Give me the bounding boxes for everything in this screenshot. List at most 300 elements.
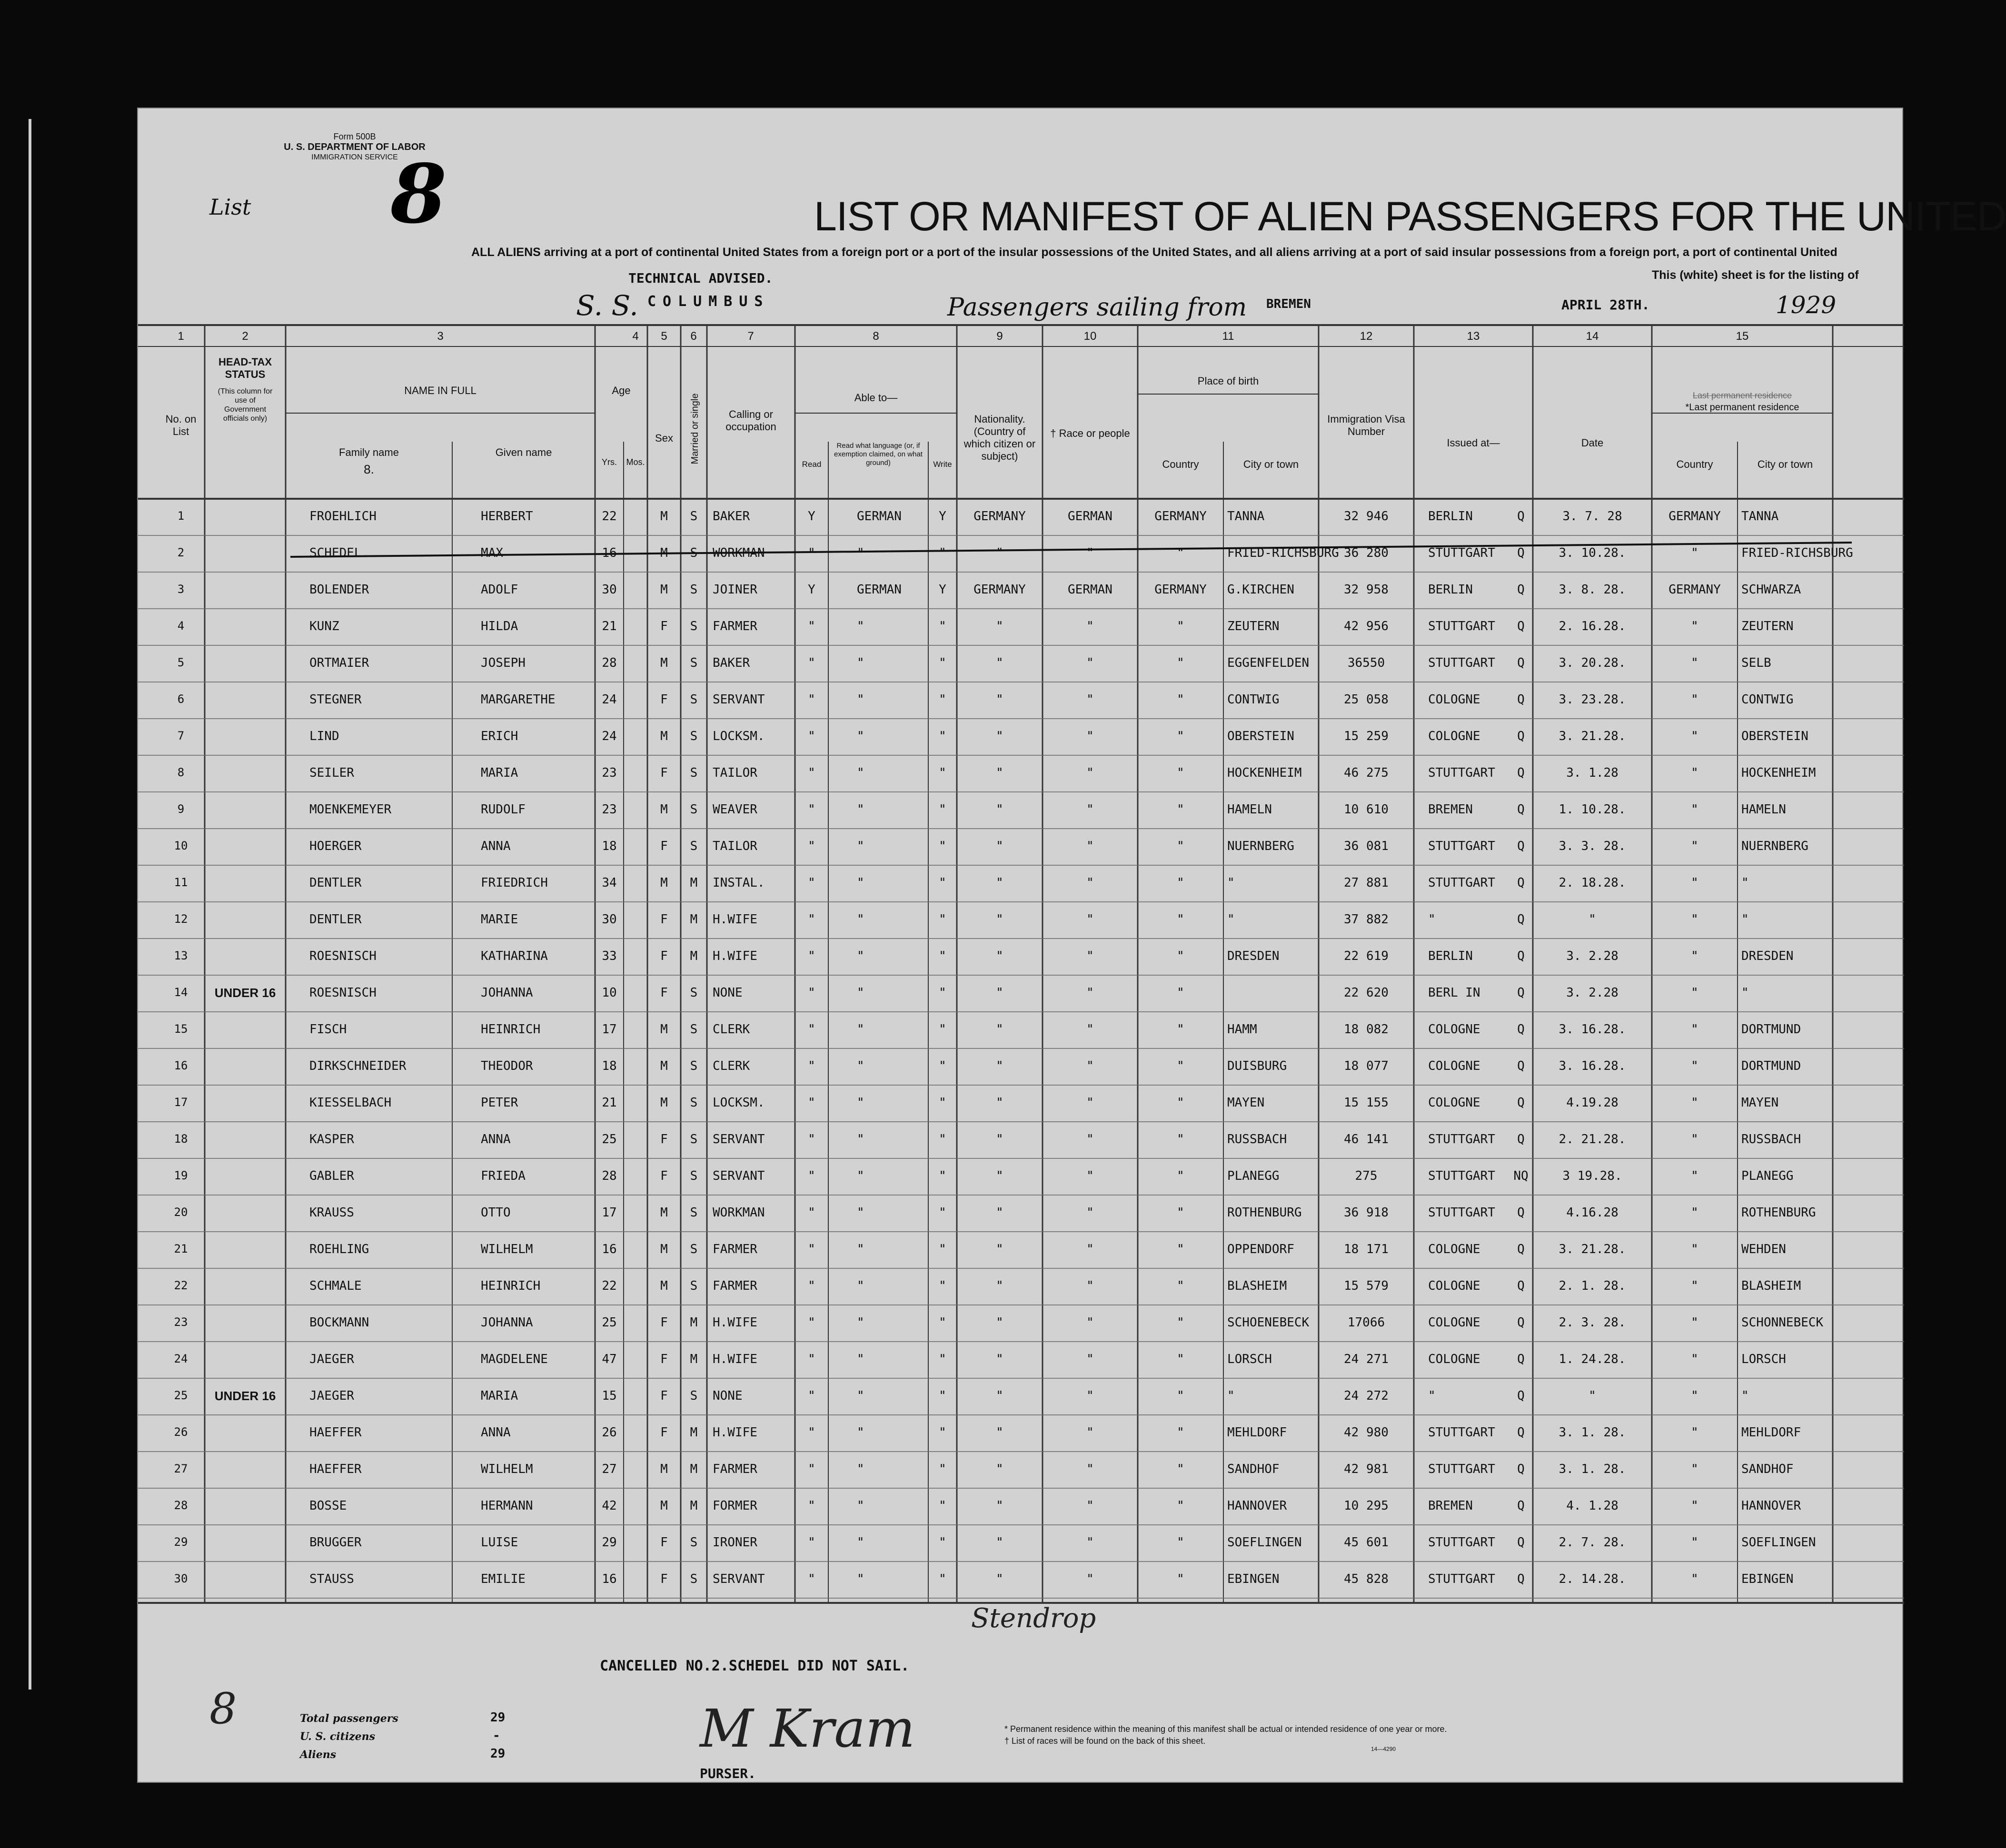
cell-ms: S bbox=[690, 1022, 698, 1037]
cell-nat: " bbox=[996, 912, 1003, 927]
cell-sex: F bbox=[660, 949, 668, 963]
cell-bcountry: " bbox=[1177, 1425, 1184, 1440]
table-row bbox=[138, 865, 1904, 902]
cell-family: KRAUSS bbox=[309, 1206, 354, 1220]
cell-date: 3. 16.28. bbox=[1559, 1059, 1626, 1073]
cell-sex: M bbox=[660, 729, 668, 743]
header-no-on-list: No. on List bbox=[165, 413, 197, 437]
cell-rcity: TANNA bbox=[1741, 509, 1779, 524]
cell-rcountry: " bbox=[1691, 1206, 1698, 1220]
header-age: Age bbox=[612, 385, 631, 396]
cell-sex: M bbox=[660, 1059, 668, 1073]
table-row bbox=[138, 1195, 1904, 1232]
cell-rcity: SOEFLINGEN bbox=[1741, 1535, 1816, 1550]
cell-no: 14 bbox=[174, 986, 188, 999]
cell-date: 2. 21.28. bbox=[1559, 1132, 1626, 1146]
cell-occ: TAILOR bbox=[713, 766, 757, 780]
cell-given: EMILIE bbox=[481, 1572, 526, 1586]
cell-ms: S bbox=[690, 1206, 698, 1220]
cell-write: " bbox=[939, 1352, 946, 1366]
cell-given: MARGARETHE bbox=[481, 692, 556, 707]
cell-read: " bbox=[808, 876, 815, 890]
cell-ms: M bbox=[690, 1315, 698, 1330]
aliens-label: Aliens bbox=[300, 1749, 337, 1761]
cell-ms: S bbox=[690, 546, 698, 560]
cell-race: " bbox=[1086, 1499, 1094, 1513]
cell-bcountry: " bbox=[1177, 1389, 1184, 1403]
cell-race: " bbox=[1086, 839, 1094, 853]
cell-age: 33 bbox=[602, 949, 617, 963]
cell-family: ROESNISCH bbox=[309, 949, 377, 963]
header-age-months: Mos. bbox=[626, 457, 645, 467]
cell-bcity: MAYEN bbox=[1227, 1096, 1265, 1110]
table-row bbox=[138, 499, 1904, 535]
table-row bbox=[138, 572, 1904, 609]
table-row bbox=[138, 1342, 1904, 1378]
us-citizens-value: - bbox=[493, 1729, 500, 1743]
cell-given: MAX bbox=[481, 546, 503, 560]
cell-date: 3. 1. 28. bbox=[1559, 1425, 1626, 1440]
cell-given: FRIEDA bbox=[481, 1169, 526, 1183]
cell-lang: " bbox=[857, 986, 864, 1000]
column-number-12: 12 bbox=[1360, 330, 1373, 343]
cell-lang: " bbox=[857, 1315, 864, 1330]
cell-visa: 36550 bbox=[1347, 656, 1385, 670]
cell-bcity: DRESDEN bbox=[1227, 949, 1280, 963]
cell-q: Q bbox=[1517, 1059, 1525, 1073]
cell-read: " bbox=[808, 656, 815, 670]
cell-age: 30 bbox=[602, 583, 617, 597]
cell-read: " bbox=[808, 1425, 815, 1440]
cell-race: " bbox=[1086, 949, 1094, 963]
cell-bcity: HAMELN bbox=[1227, 802, 1272, 817]
adjacent-page-edge bbox=[0, 119, 31, 1690]
cell-family: DIRKSCHNEIDER bbox=[309, 1059, 407, 1073]
cell-age: 16 bbox=[602, 1572, 617, 1586]
cell-rcity: ROTHENBURG bbox=[1741, 1206, 1816, 1220]
cell-bcity: " bbox=[1227, 876, 1235, 890]
cell-nat: GERMANY bbox=[973, 509, 1026, 524]
table-row bbox=[138, 1122, 1904, 1158]
cell-rcity: SANDHOF bbox=[1741, 1462, 1794, 1476]
cell-bcountry: " bbox=[1177, 766, 1184, 780]
print-code: 14—4290 bbox=[1371, 1746, 1396, 1752]
cell-visa: 275 bbox=[1355, 1169, 1378, 1183]
cell-family: KASPER bbox=[309, 1132, 354, 1146]
cell-write: " bbox=[939, 1389, 946, 1403]
cell-rcountry: " bbox=[1691, 766, 1698, 780]
cell-lang: " bbox=[857, 1389, 864, 1403]
cell-ms: S bbox=[690, 729, 698, 743]
cell-write: " bbox=[939, 949, 946, 963]
cell-age: 29 bbox=[602, 1535, 617, 1550]
cell-bcity: EGGENFELDEN bbox=[1227, 656, 1310, 670]
header-nationality: Nationality. (Country of which citizen or subject) bbox=[963, 413, 1036, 462]
cell-issued: STUTTGART bbox=[1428, 546, 1495, 560]
cell-write: " bbox=[939, 1535, 946, 1550]
cell-date: 4.16.28 bbox=[1566, 1206, 1619, 1220]
cell-read: " bbox=[808, 1096, 815, 1110]
cell-write: " bbox=[939, 1462, 946, 1476]
column-number-11: 11 bbox=[1222, 330, 1234, 343]
cell-ms: M bbox=[690, 949, 698, 963]
cell-rcity: SCHONNEBECK bbox=[1741, 1315, 1824, 1330]
cell-rcity: HOCKENHEIM bbox=[1741, 766, 1816, 780]
manifest-title: LIST OR MANIFEST OF ALIEN PASSENGERS FOR THE UNITED bbox=[814, 194, 2006, 239]
cell-bcity: SOEFLINGEN bbox=[1227, 1535, 1302, 1550]
manifest-sheet bbox=[137, 108, 2006, 1783]
table-row bbox=[138, 975, 1904, 1012]
cell-q: Q bbox=[1517, 729, 1525, 743]
port-name: BREMEN bbox=[1266, 297, 1311, 311]
cell-family: SCHEDEL bbox=[309, 546, 362, 560]
cell-write: " bbox=[939, 692, 946, 707]
cell-nat: " bbox=[996, 986, 1003, 1000]
cell-bcountry: " bbox=[1177, 1352, 1184, 1366]
cell-visa: 17066 bbox=[1347, 1315, 1385, 1330]
cell-bcity: HOCKENHEIM bbox=[1227, 766, 1302, 780]
cell-family: DENTLER bbox=[309, 912, 362, 927]
cell-visa: 22 619 bbox=[1344, 949, 1389, 963]
cell-lang: " bbox=[857, 766, 864, 780]
cell-age: 16 bbox=[602, 546, 617, 560]
header-family-name-sub: 8. bbox=[364, 462, 374, 476]
cell-given: JOHANNA bbox=[481, 1315, 533, 1330]
header-write: Write bbox=[933, 460, 952, 469]
cell-nat: " bbox=[996, 619, 1003, 633]
cell-rcountry: " bbox=[1691, 1535, 1698, 1550]
cell-age: 23 bbox=[602, 766, 617, 780]
cell-family: KUNZ bbox=[309, 619, 339, 633]
cell-given: HERBERT bbox=[481, 509, 533, 524]
cell-no: 21 bbox=[174, 1242, 188, 1255]
cell-read: " bbox=[808, 1206, 815, 1220]
cell-q: Q bbox=[1517, 1535, 1525, 1550]
cell-rcity: DORTMUND bbox=[1741, 1022, 1801, 1037]
cell-bcity: MEHLDORF bbox=[1227, 1425, 1287, 1440]
cell-q: NQ bbox=[1513, 1169, 1529, 1183]
header-last-residence: *Last permanent residence bbox=[1685, 402, 1799, 413]
header-visa-number: Immigration Visa Number bbox=[1327, 413, 1405, 437]
cell-write: " bbox=[939, 546, 946, 560]
cell-q: Q bbox=[1517, 1315, 1525, 1330]
cell-no: 6 bbox=[177, 692, 185, 706]
cell-visa: 42 956 bbox=[1344, 619, 1389, 633]
cell-bcity: OPPENDORF bbox=[1227, 1242, 1294, 1256]
cell-visa: 24 271 bbox=[1344, 1352, 1389, 1366]
list-label: List bbox=[209, 194, 251, 220]
table-row bbox=[138, 902, 1904, 939]
cell-issued: STUTTGART bbox=[1428, 839, 1495, 853]
cell-rcountry: " bbox=[1691, 692, 1698, 707]
cell-date: 3. 21.28. bbox=[1559, 1242, 1626, 1256]
cell-race: GERMAN bbox=[1068, 583, 1112, 597]
cell-no: 10 bbox=[174, 839, 188, 852]
cell-lang: " bbox=[857, 1022, 864, 1037]
cell-visa: 18 077 bbox=[1344, 1059, 1389, 1073]
cell-date: 2. 1. 28. bbox=[1559, 1279, 1626, 1293]
cell-rcountry: " bbox=[1691, 1315, 1698, 1330]
cell-q: Q bbox=[1517, 1499, 1525, 1513]
cell-lang: " bbox=[857, 1206, 864, 1220]
cell-sex: M bbox=[660, 1242, 668, 1256]
cell-ms: S bbox=[690, 583, 698, 597]
cell-rcountry: " bbox=[1691, 876, 1698, 890]
cell-read: " bbox=[808, 1059, 815, 1073]
cell-occ: FARMER bbox=[713, 619, 757, 633]
technical-note: TECHNICAL ADVISED. bbox=[628, 270, 773, 286]
cell-no: 26 bbox=[174, 1425, 188, 1439]
cell-visa: 36 918 bbox=[1344, 1206, 1389, 1220]
cell-date: 2. 18.28. bbox=[1559, 876, 1626, 890]
ss-label: S. S. bbox=[576, 289, 638, 322]
cell-ms: S bbox=[690, 1572, 698, 1586]
cell-visa: 46 141 bbox=[1344, 1132, 1389, 1146]
cell-no: 7 bbox=[177, 729, 185, 742]
cell-date: 2. 16.28. bbox=[1559, 619, 1626, 633]
cell-rcountry: " bbox=[1691, 1499, 1698, 1513]
cell-rcountry: " bbox=[1691, 729, 1698, 743]
cell-date: 3. 16.28. bbox=[1559, 1022, 1626, 1037]
cell-occ: FARMER bbox=[713, 1279, 757, 1293]
cell-q: Q bbox=[1517, 546, 1525, 560]
cell-race: GERMAN bbox=[1068, 509, 1112, 524]
cell-rcountry: " bbox=[1691, 802, 1698, 817]
cell-family: ROEHLING bbox=[309, 1242, 369, 1256]
cell-age: 28 bbox=[602, 656, 617, 670]
cell-nat: " bbox=[996, 1535, 1003, 1550]
cell-read: " bbox=[808, 729, 815, 743]
cell-bcountry: " bbox=[1177, 1242, 1184, 1256]
cell-issued: STUTTGART bbox=[1428, 1132, 1495, 1146]
cell-age: 17 bbox=[602, 1206, 617, 1220]
header-name-in-full: NAME IN FULL bbox=[404, 385, 477, 396]
cell-bcountry: " bbox=[1177, 692, 1184, 707]
cell-occ: BAKER bbox=[713, 656, 750, 670]
cell-rcountry: " bbox=[1691, 1425, 1698, 1440]
cell-race: " bbox=[1086, 1206, 1094, 1220]
column-number-6: 6 bbox=[690, 330, 697, 343]
cell-occ: WORKMAN bbox=[713, 546, 765, 560]
header-birth-city: City or town bbox=[1243, 458, 1299, 470]
cell-sex: F bbox=[660, 1132, 668, 1146]
manifest-subtitle-2: This (white) sheet is for the listing of bbox=[1652, 268, 1859, 282]
cell-write: " bbox=[939, 1022, 946, 1037]
cell-age: 21 bbox=[602, 619, 617, 633]
header-sex: Sex bbox=[655, 432, 673, 444]
cell-race: " bbox=[1086, 1389, 1094, 1403]
cell-race: " bbox=[1086, 1169, 1094, 1183]
cell-rcity: SCHWARZA bbox=[1741, 583, 1801, 597]
cell-sex: M bbox=[660, 546, 668, 560]
cell-visa: 15 259 bbox=[1344, 729, 1389, 743]
cell-date: 3. 3. 28. bbox=[1559, 839, 1626, 853]
cell-nat: " bbox=[996, 766, 1003, 780]
cell-issued: COLOGNE bbox=[1428, 1022, 1480, 1037]
table-row bbox=[138, 1158, 1904, 1195]
cell-family: JAEGER bbox=[309, 1389, 354, 1403]
cell-rcountry: " bbox=[1691, 912, 1698, 927]
cell-bcity: RUSSBACH bbox=[1227, 1132, 1287, 1146]
cell-ms: S bbox=[690, 1279, 698, 1293]
cell-given: HEINRICH bbox=[481, 1022, 541, 1037]
cell-rcountry: " bbox=[1691, 1022, 1698, 1037]
cell-lang: GERMAN bbox=[857, 583, 902, 597]
cell-q: Q bbox=[1517, 876, 1525, 890]
cell-visa: 27 881 bbox=[1344, 876, 1389, 890]
header-residence-country: Country bbox=[1676, 458, 1713, 470]
cell-nat: " bbox=[996, 1132, 1003, 1146]
cell-nat: " bbox=[996, 692, 1003, 707]
cell-age: 26 bbox=[602, 1425, 617, 1440]
cell-no: 4 bbox=[177, 619, 185, 632]
table-row bbox=[138, 1561, 1904, 1598]
table-row bbox=[138, 719, 1904, 755]
cell-issued: STUTTGART bbox=[1428, 1206, 1495, 1220]
purser-label: PURSER. bbox=[700, 1766, 756, 1781]
cell-tax: UNDER 16 bbox=[214, 1389, 276, 1403]
cell-ms: S bbox=[690, 656, 698, 670]
header-given-name: Given name bbox=[495, 446, 552, 458]
cell-write: " bbox=[939, 1169, 946, 1183]
cell-issued: COLOGNE bbox=[1428, 729, 1480, 743]
cell-bcountry: " bbox=[1177, 1022, 1184, 1037]
form-number: Form 500B U. S. DEPARTMENT OF LABOR IMMIGRATION SERVICE bbox=[284, 132, 426, 161]
cell-age: 47 bbox=[602, 1352, 617, 1366]
cell-write: " bbox=[939, 1242, 946, 1256]
cell-race: " bbox=[1086, 656, 1094, 670]
cell-bcountry: " bbox=[1177, 1535, 1184, 1550]
cell-date: 3. 23.28. bbox=[1559, 692, 1626, 707]
cell-bcountry: " bbox=[1177, 839, 1184, 853]
cell-no: 8 bbox=[177, 766, 185, 779]
cell-given: JOSEPH bbox=[481, 656, 526, 670]
cell-bcountry: " bbox=[1177, 729, 1184, 743]
cell-issued: STUTTGART bbox=[1428, 766, 1495, 780]
table-row bbox=[138, 792, 1904, 829]
cell-read: " bbox=[808, 1499, 815, 1513]
cell-given: MARIA bbox=[481, 1389, 518, 1403]
cell-issued: " bbox=[1428, 912, 1436, 927]
cell-bcity: PLANEGG bbox=[1227, 1169, 1280, 1183]
cell-ms: M bbox=[690, 1425, 698, 1440]
cell-ms: S bbox=[690, 839, 698, 853]
cell-bcity: FRIED-RICHSBURG bbox=[1227, 546, 1339, 560]
cell-sex: F bbox=[660, 766, 668, 780]
cell-write: " bbox=[939, 1059, 946, 1073]
cell-q: Q bbox=[1517, 1132, 1525, 1146]
cell-rcountry: " bbox=[1691, 656, 1698, 670]
cell-date: 1. 10.28. bbox=[1559, 802, 1626, 817]
cell-visa: 15 579 bbox=[1344, 1279, 1389, 1293]
cell-visa: 10 610 bbox=[1344, 802, 1389, 817]
cell-race: " bbox=[1086, 1462, 1094, 1476]
cell-bcity: TANNA bbox=[1227, 509, 1265, 524]
cell-nat: " bbox=[996, 656, 1003, 670]
column-number-15: 15 bbox=[1736, 330, 1749, 343]
cell-age: 30 bbox=[602, 912, 617, 927]
cell-visa: 45 828 bbox=[1344, 1572, 1389, 1586]
cell-read: " bbox=[808, 1462, 815, 1476]
cell-ms: M bbox=[690, 876, 698, 890]
cell-lang: " bbox=[857, 1059, 864, 1073]
cell-nat: " bbox=[996, 1425, 1003, 1440]
cell-race: " bbox=[1086, 729, 1094, 743]
cell-date: 3. 20.28. bbox=[1559, 656, 1626, 670]
cell-rcity: ZEUTERN bbox=[1741, 619, 1794, 633]
cell-race: " bbox=[1086, 1315, 1094, 1330]
cell-bcity: DUISBURG bbox=[1227, 1059, 1287, 1073]
us-citizens-label: U. S. citizens bbox=[300, 1730, 376, 1743]
cell-sex: M bbox=[660, 1279, 668, 1293]
cell-occ: CLERK bbox=[713, 1022, 750, 1037]
cell-rcity: SELB bbox=[1741, 656, 1771, 670]
cell-bcountry: " bbox=[1177, 1132, 1184, 1146]
cell-visa: 42 980 bbox=[1344, 1425, 1389, 1440]
sailing-date: APRIL 28TH. bbox=[1561, 297, 1650, 313]
cell-occ: LOCKSM. bbox=[713, 729, 765, 743]
cell-nat: " bbox=[996, 1096, 1003, 1110]
table-row bbox=[138, 1305, 1904, 1342]
cell-rcity: MEHLDORF bbox=[1741, 1425, 1801, 1440]
cell-lang: " bbox=[857, 802, 864, 817]
handwritten-stamp-note: Stendrop bbox=[971, 1603, 1096, 1634]
cell-no: 17 bbox=[174, 1096, 188, 1109]
header-last-residence-struck: Last permanent residence bbox=[1692, 391, 1792, 400]
cell-age: 22 bbox=[602, 509, 617, 524]
cell-given: RUDOLF bbox=[481, 802, 526, 817]
cell-race: " bbox=[1086, 1059, 1094, 1073]
cell-q: Q bbox=[1517, 766, 1525, 780]
cell-race: " bbox=[1086, 1572, 1094, 1586]
cell-given: ERICH bbox=[481, 729, 518, 743]
cell-nat: GERMANY bbox=[973, 583, 1026, 597]
cell-ms: S bbox=[690, 1389, 698, 1403]
column-number-9: 9 bbox=[996, 330, 1003, 343]
cell-rcity: DRESDEN bbox=[1741, 949, 1794, 963]
cell-age: 22 bbox=[602, 1279, 617, 1293]
cell-age: 18 bbox=[602, 1059, 617, 1073]
cell-write: " bbox=[939, 1096, 946, 1110]
cell-rcountry: " bbox=[1691, 1572, 1698, 1586]
column-number-8: 8 bbox=[873, 330, 879, 343]
cell-race: " bbox=[1086, 1242, 1094, 1256]
cell-age: 15 bbox=[602, 1389, 617, 1403]
cell-read: " bbox=[808, 986, 815, 1000]
cell-bcountry: " bbox=[1177, 656, 1184, 670]
cell-lang: " bbox=[857, 1499, 864, 1513]
cell-given: KATHARINA bbox=[481, 949, 548, 963]
cell-visa: 24 272 bbox=[1344, 1389, 1389, 1403]
total-passengers-label: Total passengers bbox=[300, 1712, 398, 1725]
cell-age: 27 bbox=[602, 1462, 617, 1476]
cell-occ: SERVANT bbox=[713, 692, 765, 707]
cell-rcountry: " bbox=[1691, 546, 1698, 560]
cell-visa: 18 171 bbox=[1344, 1242, 1389, 1256]
cell-rcountry: GERMANY bbox=[1668, 509, 1721, 524]
cell-issued: COLOGNE bbox=[1428, 692, 1480, 707]
cell-rcountry: " bbox=[1691, 1132, 1698, 1146]
cell-bcountry: GERMANY bbox=[1154, 583, 1207, 597]
cell-write: " bbox=[939, 729, 946, 743]
cell-lang: " bbox=[857, 1352, 864, 1366]
column-number-7: 7 bbox=[747, 330, 754, 343]
cell-rcity: DORTMUND bbox=[1741, 1059, 1801, 1073]
cell-issued: " bbox=[1428, 1389, 1436, 1403]
cell-write: " bbox=[939, 876, 946, 890]
cell-visa: 15 155 bbox=[1344, 1096, 1389, 1110]
cell-ms: S bbox=[690, 692, 698, 707]
